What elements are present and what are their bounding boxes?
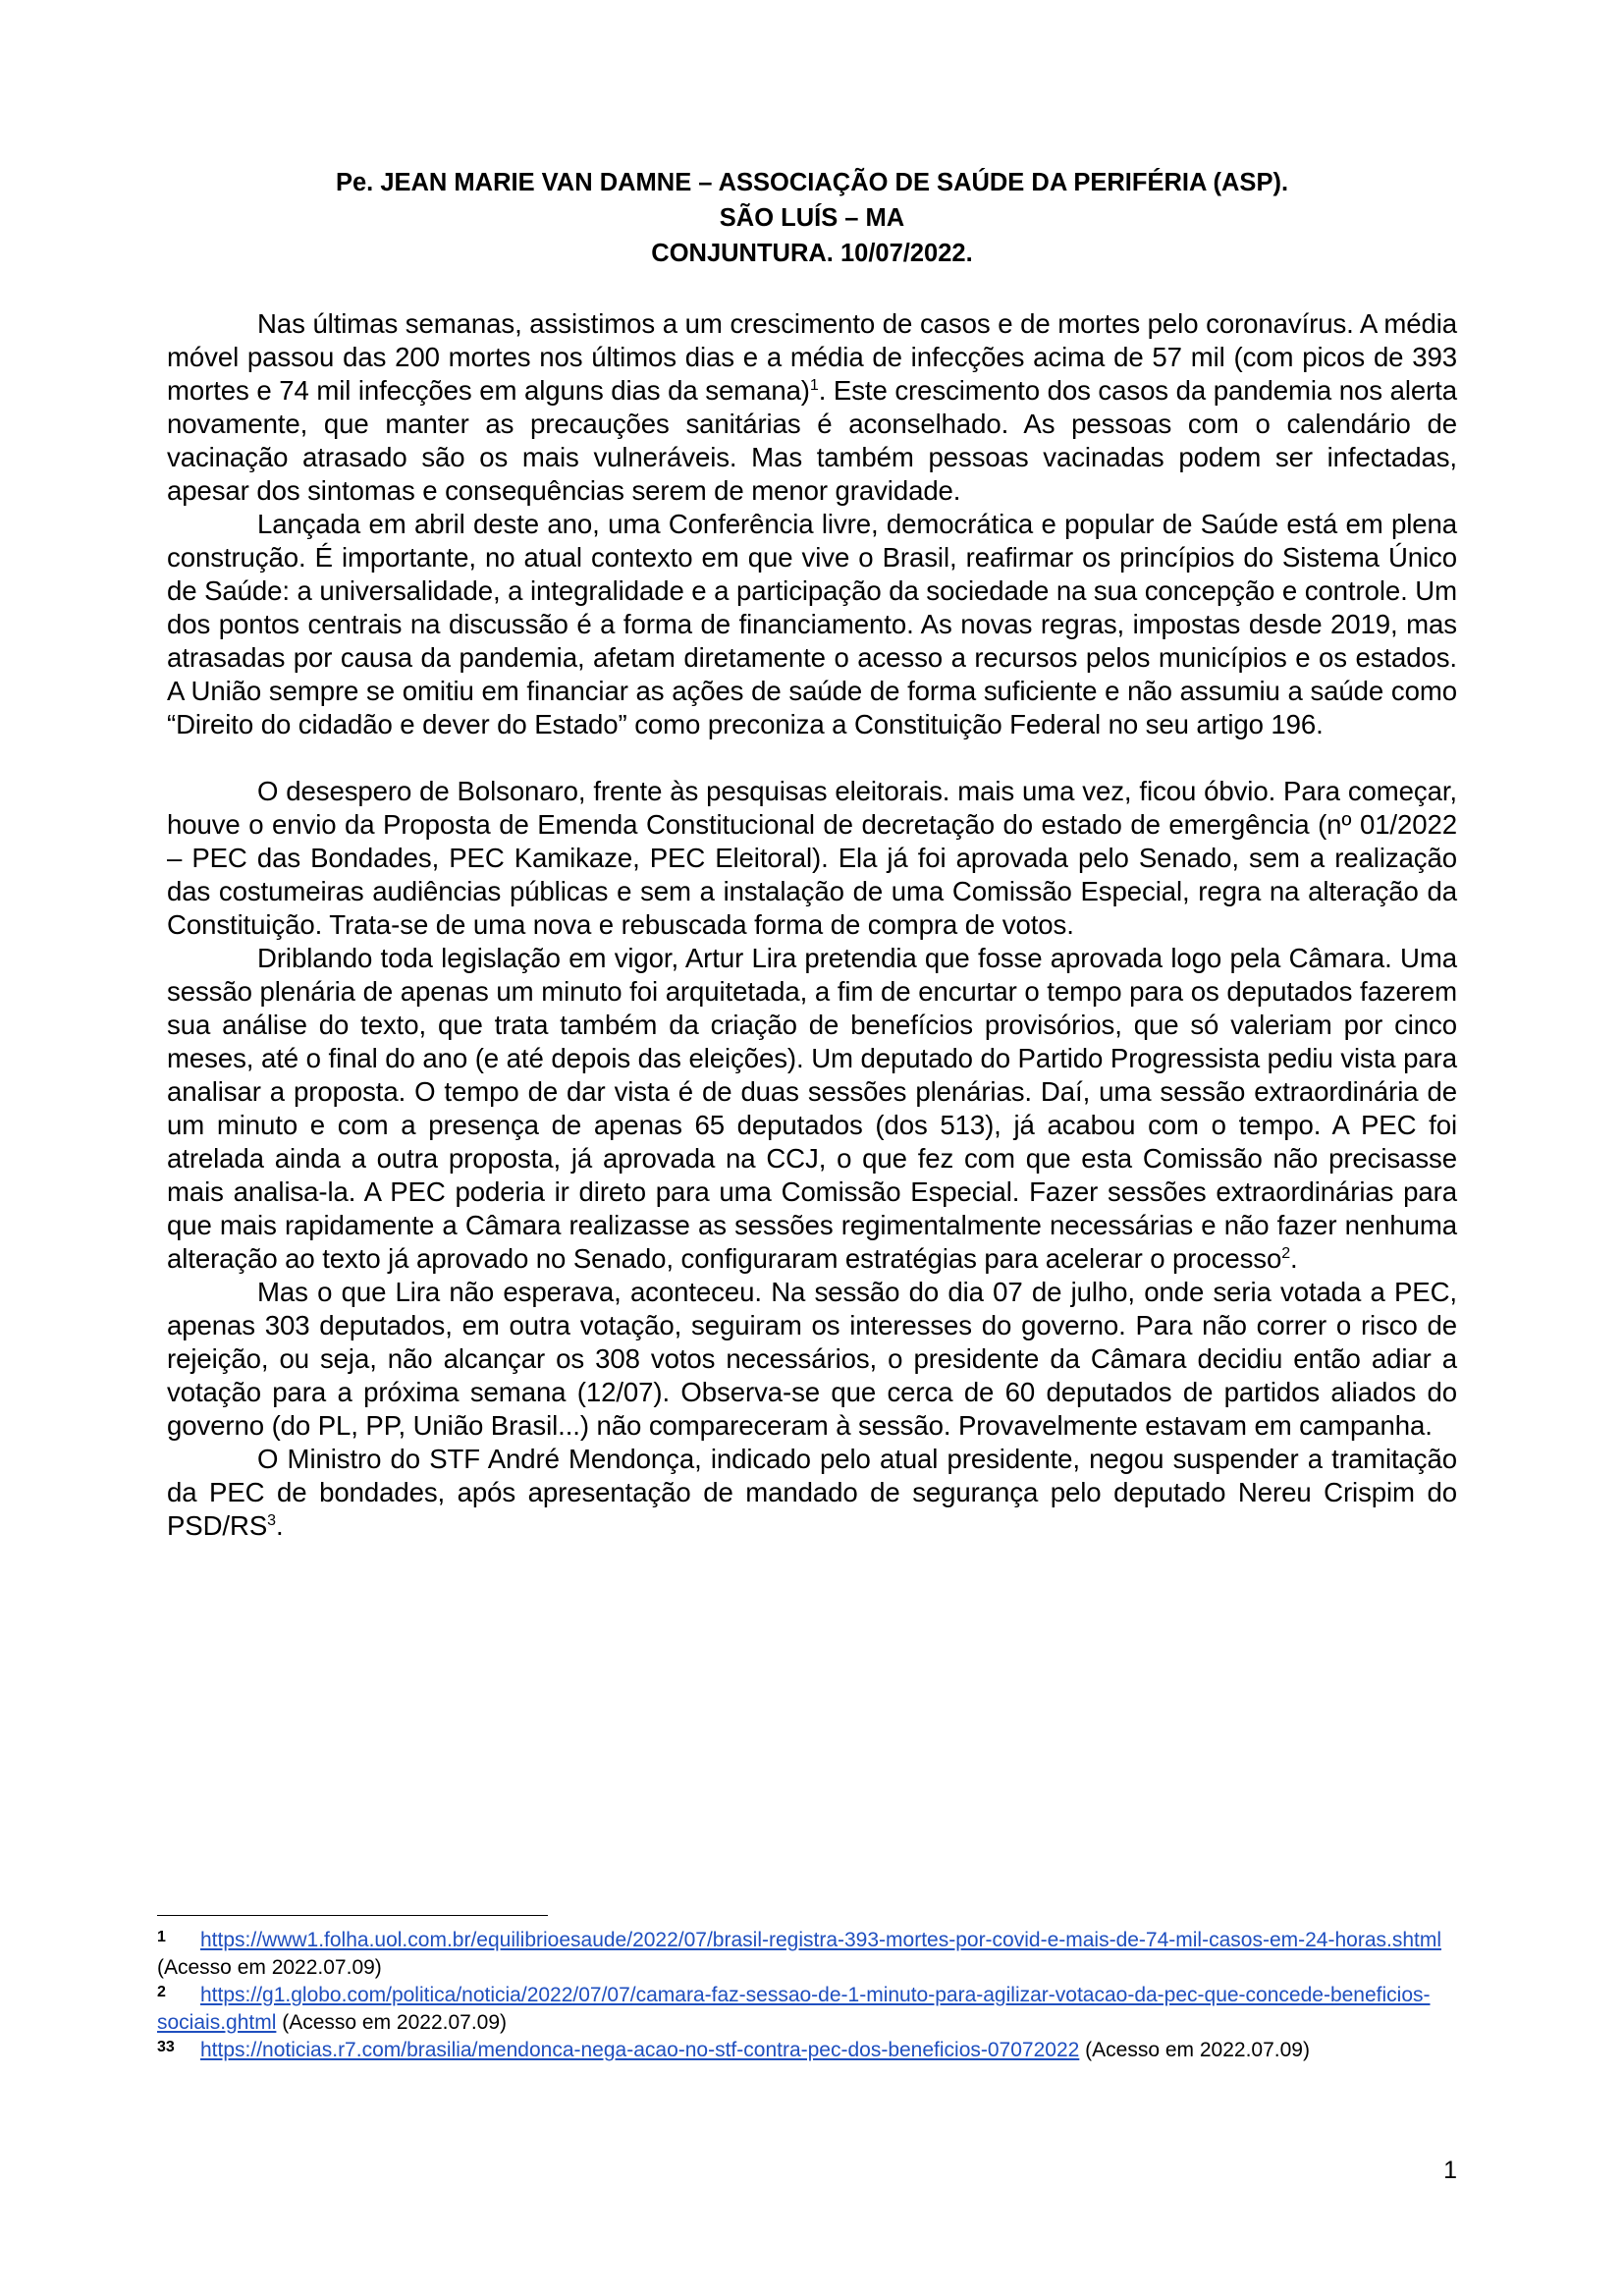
page-number: 1 xyxy=(1443,2157,1457,2184)
header-location: SÃO LUÍS – MA xyxy=(719,204,905,232)
footnote-link[interactable]: https://www1.folha.uol.com.br/equilibrioesaude/2022/07/brasil-registra-393-mortes-por-covid-e-mais-de-74-mil-casos-em-24-horas.shtml xyxy=(200,1929,1441,1951)
footnote-number: 1 xyxy=(157,1929,166,1945)
document-header xyxy=(167,165,1457,271)
paragraph: Lançada em abril deste ano, uma Conferência livre, democrática e popular de Saúde está em plena construção. É importante, no atual contexto em que vive o Brasil, reafirmar os princípios do Sistema Único de Saúde: a universalidade, a integralidade e a participação da sociedade na sua concepção e controle. Um dos pontos centrais na discussão é a forma de financiamento. As novas regras, impostas desde 2019, mas atrasadas por causa da pandemia, afetam diretamente o acesso a recursos pelos municípios e os estados. A União sempre se omitiu em financiar as ações de saúde de forma suficiente e não assumiu a saúde como “Direito do cidadão e dever do Estado” como preconiza a Constituição Federal no seu artigo 196. xyxy=(167,509,1457,739)
footnote-link[interactable]: https://noticias.r7.com/brasilia/mendonca-nega-acao-no-stf-contra-pec-dos-beneficios-07072022 xyxy=(200,2039,1080,2061)
footnote-separator xyxy=(157,1915,548,1916)
header-title: Pe. JEAN MARIE VAN DAMNE – ASSOCIAÇÃO DE SAÚDE DA PERIFÉRIA (ASP). xyxy=(335,169,1289,196)
paragraph: O Ministro do STF André Mendonça, indicado pelo atual presidente, negou suspender a tramitação da PEC de bondades, após apresentação de mandado de segurança pelo deputado Nereu Crispim do PSD/$RS^3$. xyxy=(167,1444,1457,1541)
footnote xyxy=(157,2037,1457,2064)
footnote-link[interactable]: https://g1.globo.com/politica/noticia/2022/07/07/camara-faz-sessao-de-1-minuto-para-agilizar-votacao-da-pec-que-concede-beneficios-sociais.ghtml xyxy=(157,1984,1431,2034)
document-body xyxy=(167,307,1457,1543)
footnote-ref: 2 xyxy=(1281,1244,1291,1262)
footnote-number: 2 xyxy=(157,1984,166,2000)
footnote-access: (Acesso em 2022.07.09) xyxy=(157,1956,382,1979)
footnote-access: (Acesso em 2022.07.09) xyxy=(1079,2039,1310,2061)
footnotes xyxy=(157,1927,1457,2064)
paragraph: Mas o que Lira não esperava, aconteceu. Na sessão do dia 07 de julho, onde seria votada a PEC, apenas 303 deputados, em outra votação, seguiram os interesses do governo. Para não correr o risco de rejeição, ou seja, não alcançar os 308 votos necessários, o presidente da Câmara decidiu então adiar a votação para a próxima semana (12/07). Observa-se que cerca de 60 deputados de partidos aliados do governo (do PL, PP, União Brasil...) não compareceram à sessão. Provavelmente estavam em campanha. xyxy=(167,1277,1457,1441)
footnote-number: 33 xyxy=(157,2039,175,2055)
footnote-ref: 3 xyxy=(267,1511,276,1529)
paragraph: Nas últimas semanas, assistimos a um crescimento de casos e de mortes pelo coronavírus. A média móvel passou das 200 mortes nos últimos dias e a média de infecções acima de 57 mil (com picos de 393 mortes e 74 mil infecções em alguns dias da semana)$^1$. Este crescimento dos casos da pandemia nos alerta novamente, que manter as precauções sanitárias é aconselhado. As pessoas com o calendário de vacinação atrasado são os mais vulneráveis. Mas também pessoas vacinadas podem ser infectadas, apesar dos sintomas e consequências serem de menor gravidade. xyxy=(167,308,1457,506)
footnote-ref: 1 xyxy=(809,376,819,394)
paragraph: O desespero de Bolsonaro, frente às pesquisas eleitorais. mais uma vez, ficou óbvio. Para começar, houve o envio da Proposta de Emenda Constitucional de decretação do estado de emergência (nº 01/2022 – PEC das Bondades, PEC Kamikaze, PEC Eleitoral). Ela já foi aprovada pelo Senado, sem a realização das costumeiras audiências públicas e sem a instalação de uma Comissão Especial, regra na alteração da Constituição. Trata-se de uma nova e rebuscada forma de compra de votos. xyxy=(167,776,1457,940)
footnote xyxy=(157,1927,1457,1982)
header-date: CONJUNTURA. 10/07/2022. xyxy=(651,240,973,267)
paragraph: Driblando toda legislação em vigor, Artur Lira pretendia que fosse aprovada logo pela Câmara. Uma sessão plenária de apenas um minuto foi arquitetada, a fim de encurtar o tempo para os deputados fazerem sua análise do texto, que trata também da criação de benefícios provisórios, que só valeriam por cinco meses, até o final do ano (e até depois das eleições). Um deputado do Partido Progressista pediu vista para analisar a proposta. O tempo de dar vista é de duas sessões plenárias. Daí, uma sessão extraordinária de um minuto e com a presença de apenas 65 deputados (dos 513), já acabou com o tempo. A PEC foi atrelada ainda a outra proposta, já aprovada na CCJ, o que fez com que esta Comissão não precisasse mais analisa-la. A PEC poderia ir direto para uma Comissão Especial. Fazer sessões extraordinárias para que mais rapidamente a Câmara realizasse as sessões regimentalmente necessárias e não fazer nenhuma alteração ao texto já aprovado no Senado, configuraram estratégias para acelerar o processo$^2$. xyxy=(167,943,1457,1274)
footnote-access: (Acesso em 2022.07.09) xyxy=(276,2011,508,2034)
footnote xyxy=(157,1982,1457,2037)
